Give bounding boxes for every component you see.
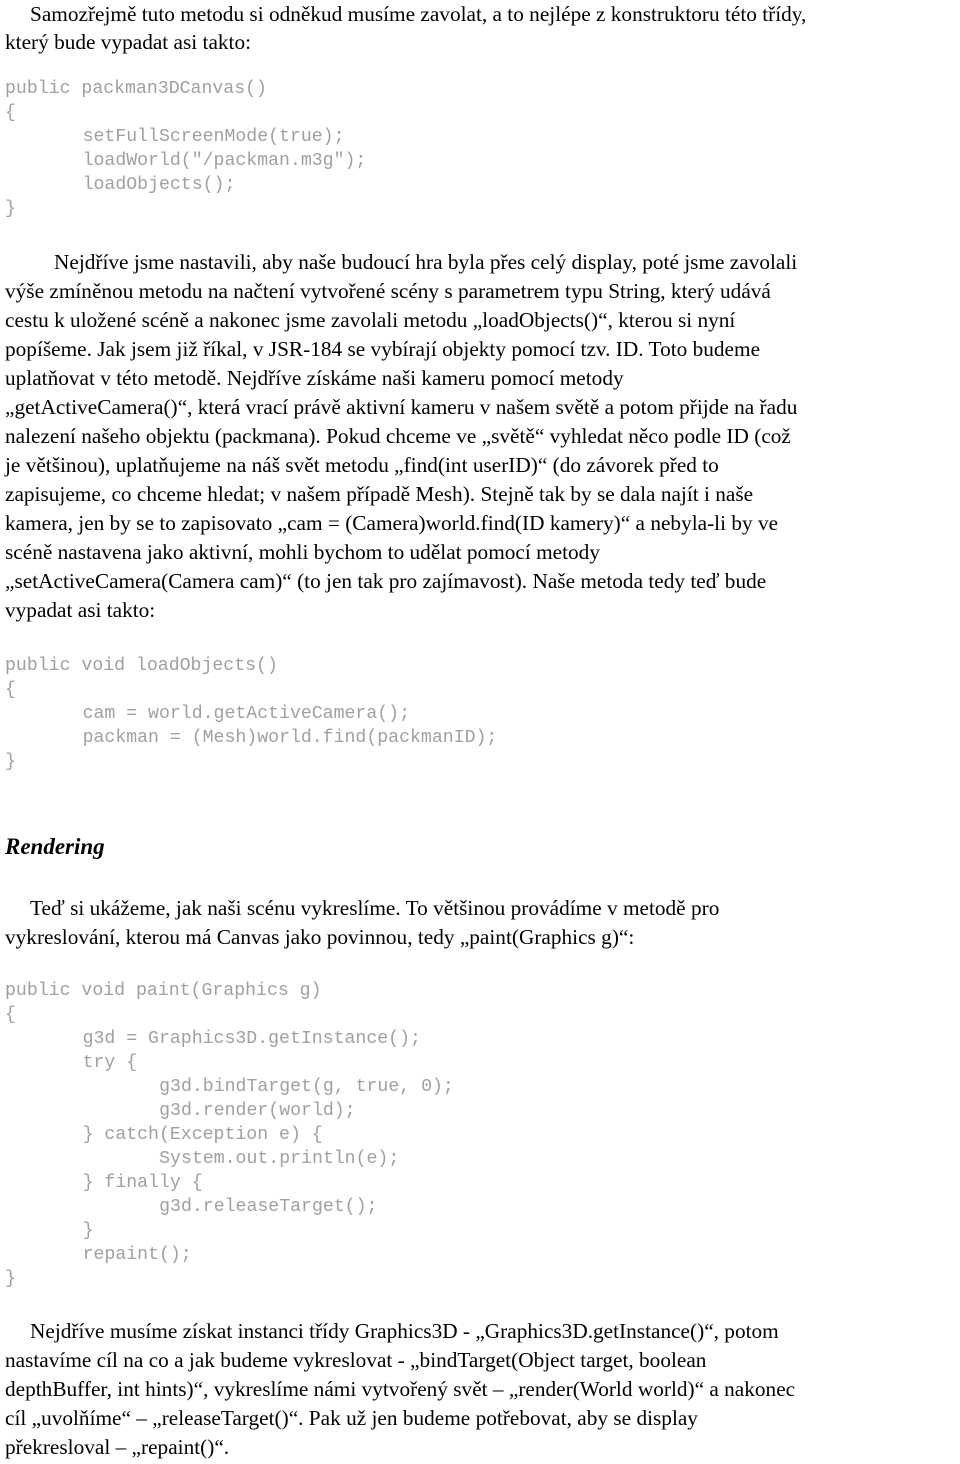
text-line: scéně nastavena jako aktivní, mohli bychom to udělat pomocí metody [5, 540, 600, 564]
text-line: popíšeme. Jak jsem již říkal, v JSR-184 se vybírají objekty pomocí tzv. ID. Toto budeme [5, 337, 761, 361]
text-line: který bude vypadat asi takto: [5, 30, 252, 54]
text-line: Nejdříve musíme získat instanci třídy Graphics3D - „Graphics3D.getInstance()“, potom [30, 1319, 779, 1343]
section-heading: Rendering [5, 834, 105, 859]
text-line: depthBuffer, int hints)“, vykreslíme námi vytvořený svět – „render(World world)“ a nakonec [5, 1377, 796, 1401]
code-line: try { [28, 1053, 138, 1073]
code-line: { [5, 680, 16, 700]
code-line: public void loadObjects() [5, 656, 278, 676]
text-line: „setActiveCamera(Camera cam)“ (to jen tak pro zajímavost). Naše metoda tedy teď bude [5, 569, 767, 593]
code-line: cam = world.getActiveCamera(); [28, 704, 410, 724]
code-line: packman = (Mesh)world.find(packmanID); [28, 728, 498, 748]
code-line: g3d.releaseTarget(); [50, 1197, 378, 1217]
text-line: vypadat asi takto: [5, 598, 156, 622]
code-line: System.out.println(e); [50, 1149, 400, 1169]
text-line: kamera, jen by se to zapisovato „cam = (Camera)world.find(ID kamery)“ a nebyla-li by ve [5, 511, 779, 535]
code-line: public packman3DCanvas() [5, 79, 267, 99]
code-line: g3d = Graphics3D.getInstance(); [28, 1029, 421, 1049]
code-line: loadObjects(); [28, 175, 236, 195]
code-line: } [5, 199, 16, 219]
text-line: nalezení našeho objektu (packmana). Pokud chceme ve „světě“ vyhledat něco podle ID (což [5, 424, 791, 448]
code-line: } catch(Exception e) { [28, 1125, 323, 1145]
text-line: výše zmíněnou metodu na načtení vytvořené scény s parametrem typu String, který udává [5, 279, 771, 303]
text-line: je většinou), uplatňujeme na náš svět metodu „find(int userID)“ (do závorek před to [5, 453, 719, 477]
code-line: g3d.bindTarget(g, true, 0); [50, 1077, 454, 1097]
text-line: překresloval – „repaint()“. [5, 1435, 230, 1459]
text-line: cestu k uložené scéně a nakonec jsme zavolali metodu „loadObjects()“, kterou si nyní [5, 308, 736, 332]
text-line: zapisujeme, co chceme hledat; v našem případě Mesh). Stejně tak by se dala najít i naše [5, 482, 754, 506]
code-line: repaint(); [28, 1245, 192, 1265]
text-line: uplatňovat v této metodě. Nejdříve získáme naši kameru pomocí metody [5, 366, 624, 390]
code-line: g3d.render(world); [50, 1101, 356, 1121]
code-line: public void paint(Graphics g) [5, 981, 322, 1001]
code-line: { [5, 103, 16, 123]
code-line: setFullScreenMode(true); [28, 127, 345, 147]
code-line: } finally { [28, 1173, 203, 1193]
text-line: „getActiveCamera()“, která vrací právě aktivní kameru v našem světě a potom přijde na řadu [5, 395, 798, 419]
text-line: Samozřejmě tuto metodu si odněkud musíme zavolat, a to nejlépe z konstruktoru této třídy, [30, 2, 807, 26]
text-line: cíl „uvolňíme“ – „releaseTarget()“. Pak už jen budeme potřebovat, aby se display [5, 1406, 698, 1430]
code-line: { [5, 1005, 16, 1025]
text-line: Teď si ukážeme, jak naši scénu vykreslíme. To většinou provádíme v metodě pro [30, 896, 720, 920]
text-line: vykreslování, kterou má Canvas jako povinnou, tedy „paint(Graphics g)“: [5, 925, 635, 949]
text-line: Nejdříve jsme nastavili, aby naše budoucí hra byla přes celý display, poté jsme zavolali [54, 250, 798, 274]
code-line: } [5, 752, 16, 772]
code-line: } [28, 1221, 94, 1241]
code-line: } [5, 1269, 16, 1289]
text-line: nastavíme cíl na co a jak budeme vykreslovat - „bindTarget(Object target, boolean [5, 1348, 707, 1372]
code-line: loadWorld("/packman.m3g"); [28, 151, 367, 171]
